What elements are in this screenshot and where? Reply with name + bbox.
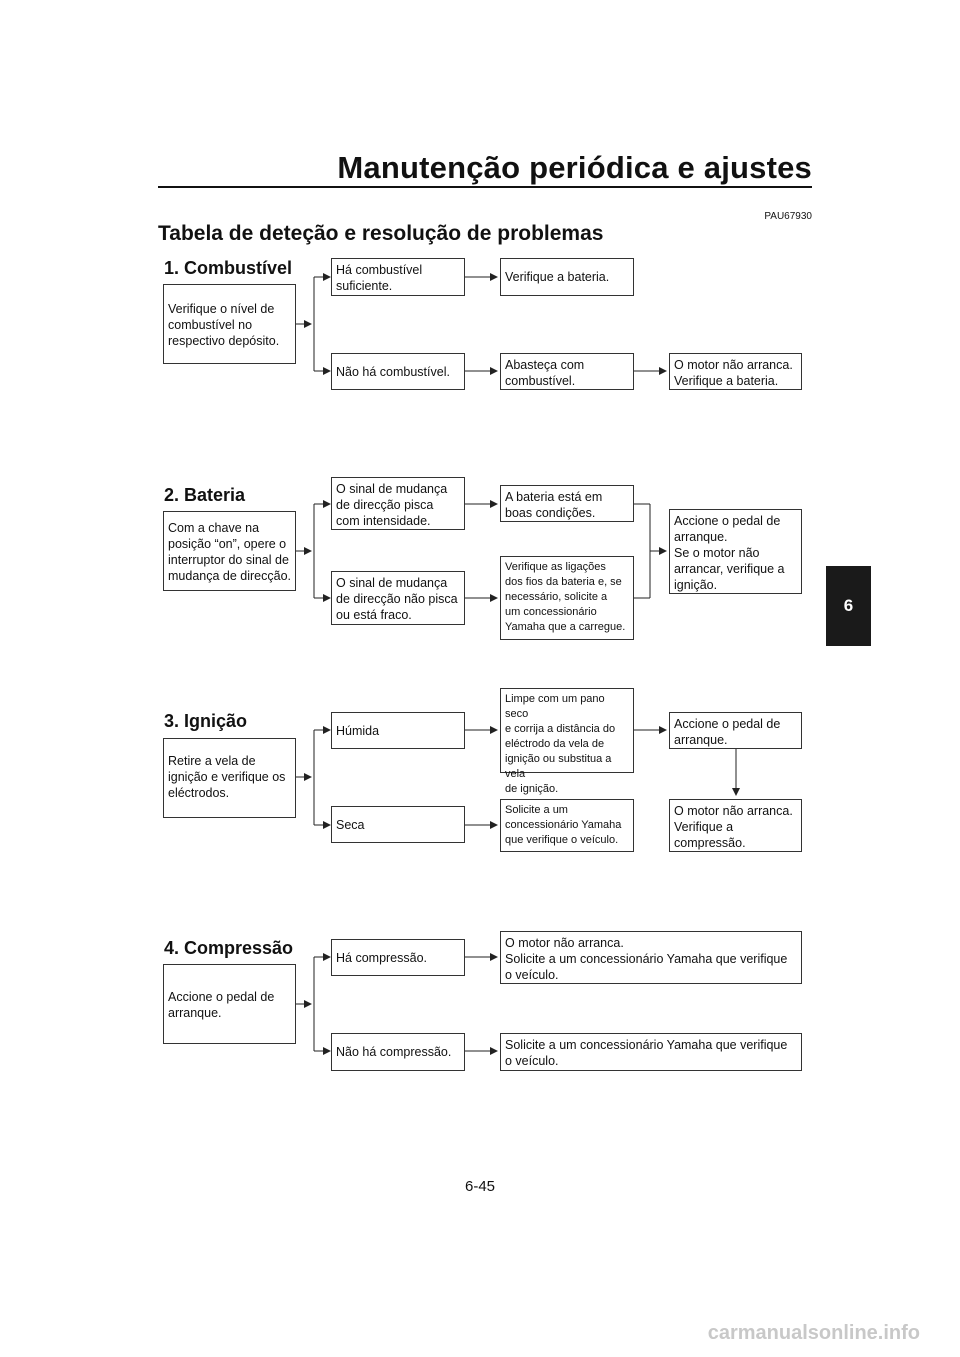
signal-strong-box: O sinal de mudança de direcção pisca com intensidade.: [331, 477, 465, 530]
no-fuel-box: Não há combustível.: [331, 353, 465, 390]
section-heading-battery: 2. Bateria: [164, 485, 246, 505]
compression-check-box: Accione o pedal de arranque.: [163, 964, 296, 1044]
section-heading-compression: 4. Compressão: [164, 938, 294, 958]
ignition-dealer-box: Solicite a um concessionário Yamaha que verifique o veículo.: [500, 799, 634, 852]
battery-check-box: Com a chave na posição “on”, opere o interruptor do sinal de mudança de direcção.: [163, 511, 296, 591]
fuel-sufficient-box: Há combustível suficiente.: [331, 258, 465, 296]
dry-box: Seca: [331, 806, 465, 843]
document-code: PAU67930: [764, 211, 812, 222]
has-compression-box: Há compressão.: [331, 939, 465, 976]
no-compression-box: Não há compressão.: [331, 1033, 465, 1071]
battery-ok-box: A bateria está em boas condições.: [500, 485, 634, 522]
chapter-number: 6: [843, 596, 854, 615]
fuel-check-box: Verifique o nível de combustível no respectivo depósito.: [163, 284, 296, 364]
signal-weak-box: O sinal de mudança de direcção não pisca ou está fraco.: [331, 571, 465, 625]
wet-box: Húmida: [331, 712, 465, 749]
fuel-no-start-box: O motor não arranca. Verifique a bateria.: [669, 353, 802, 390]
refuel-box: Abasteça com combustível.: [500, 353, 634, 390]
ignition-kick-start-box: Accione o pedal de arranque.: [669, 712, 802, 749]
page-title: Manutenção periódica e ajustes: [337, 150, 812, 185]
section-heading-ignition: 3. Ignição: [164, 711, 248, 731]
section-heading-fuel: 1. Combustível: [164, 258, 293, 278]
clean-spark-plug-box: Limpe com um pano seco e corrija a distância do eléctrodo da vela de ignição ou substitua a vela de ignição.: [500, 688, 634, 773]
no-compression-dealer-box: Solicite a um concessionário Yamaha que verifique o veículo.: [500, 1033, 802, 1071]
page-number: 6-45: [464, 1178, 496, 1195]
watermark: carmanualsonline.info: [707, 1322, 920, 1344]
compression-dealer-box: O motor não arranca. Solicite a um concessionário Yamaha que verifique o veículo.: [500, 931, 802, 984]
section-title: Tabela de deteção e resolução de problemas: [158, 222, 604, 245]
check-battery-box: Verifique a bateria.: [500, 258, 634, 296]
check-compression-box: O motor não arranca. Verifique a compressão.: [669, 799, 802, 852]
ignition-check-box: Retire a vela de ignição e verifique os eléctrodos.: [163, 738, 296, 818]
check-battery-wires-box: Verifique as ligações dos fios da bateria e, se necessário, solicite a um concessionário Yamaha que a carregue.: [500, 556, 634, 640]
battery-kick-start-box: Accione o pedal de arranque. Se o motor não arrancar, verifique a ignição.: [669, 509, 802, 594]
